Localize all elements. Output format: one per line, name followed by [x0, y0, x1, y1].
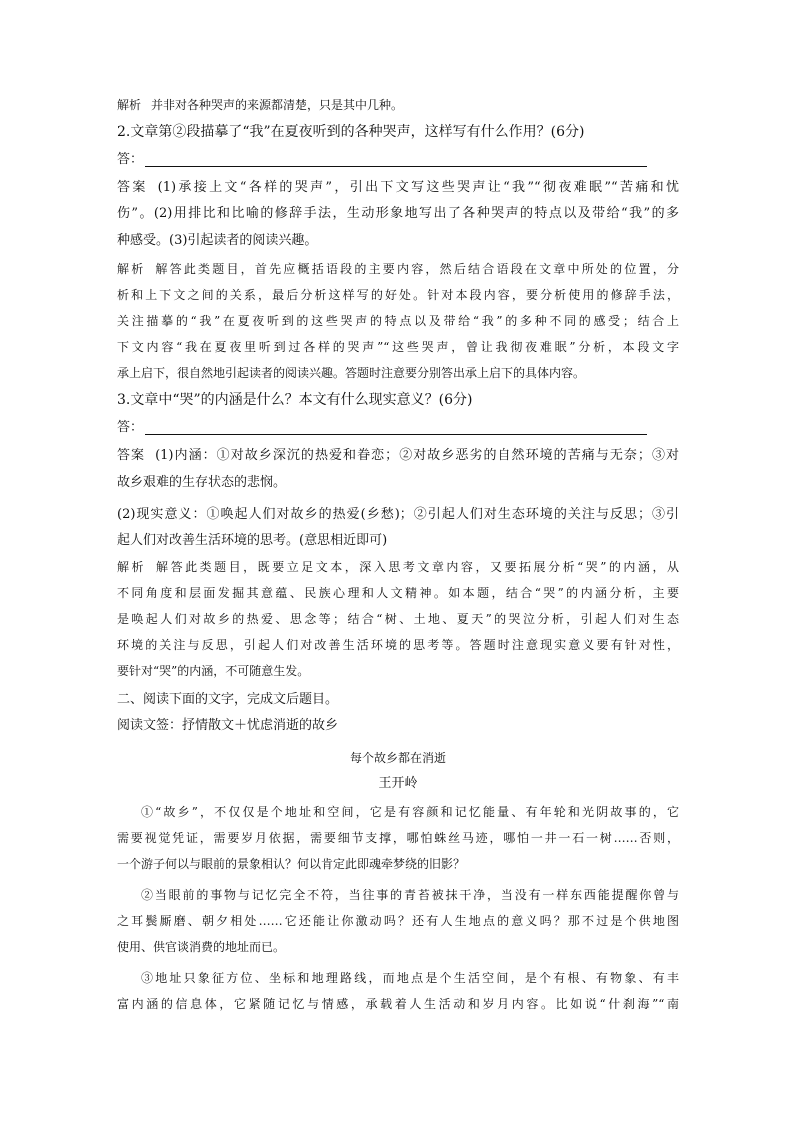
q2-answer-line-3: 种感受。(3)引起读者的阅读兴趣。: [117, 233, 318, 248]
para-2-line-2: 之耳鬓厮磨、朝夕相处……它还能让你激动吗？还有人生地点的意义吗？那不过是个供地图: [117, 914, 679, 928]
q2-analysis-line-1: 解析 解答此类题目，首先应概括语段的主要内容，然后结合语段在文章中所处的位置，分: [117, 262, 679, 276]
q3-answer-line-1: 答案 (1)内涵：①对故乡深沉的热爱和眷恋；②对故乡恶劣的自然环境的苦痛与无奈；③对: [117, 448, 679, 463]
q1-analysis: [117, 96, 403, 113]
answer-blank-line[interactable]: [145, 152, 647, 167]
analysis-text: 并非对各种哭声的来源都清楚，只是其中几种。: [151, 98, 404, 112]
para-2-line-1: ②当眼前的事物与记忆完全不符，当往事的青苔被抹干净，当没有一样东西能提醒你曾与: [141, 888, 679, 902]
q3-answer-field: [117, 416, 647, 435]
answer-tag: 答案: [117, 180, 148, 195]
para-1-line-3: 一个游子何以与眼前的景象相认？何以肯定此即魂牵梦绕的旧影？: [117, 857, 466, 871]
answer-blank-line[interactable]: [145, 420, 647, 435]
q3-answer-line-4: 起人们对改善生活环境的思考。(意思相近即可): [117, 533, 388, 548]
q2-analysis-line-3: 关注描摹的“我”在夏夜听到的这些哭声的特点以及带给“我”的多种不同的感受；结合上: [117, 314, 679, 328]
q2-answer-line-1: 答案 (1)承接上文“各样的哭声”，引出下文写这些哭声让“我”“彻夜难眠”“苦痛和忧: [117, 180, 679, 195]
analysis-tag: 解析: [117, 262, 146, 276]
para-2-line-3: 使用、供官谈消费的地址而已。: [117, 940, 286, 954]
q2-answer-line-2: 伤”。(2)用排比和比喻的修辞手法，生动形象地写出了各种哭声的特点以及带给“我”的多: [117, 206, 679, 221]
q2-question: 2.文章第②段描摹了“我”在夏夜听到的各种哭声，这样写有什么作用？(6分): [117, 124, 585, 140]
section2-heading: 二、阅读下面的文字，完成文后题目。: [117, 692, 339, 707]
q3-analysis-line-5: 要针对“哭”的内涵，不可随意生发。: [117, 664, 310, 678]
article-title: 每个故乡都在消逝: [349, 751, 446, 765]
para-3-line-1: ③地址只象征方位、坐标和地理路线，而地点是个生活空间，是个有根、有物象、有丰: [141, 971, 679, 985]
q2-analysis-line-4: 下文内容“我在夏夜里听到过各样的哭声”“这些哭声，曾让我彻夜难眠”分析，本段文字: [117, 340, 679, 354]
analysis-tag: 解析: [117, 560, 147, 574]
q3-answer-line-3: (2)现实意义：①唤起人们对故乡的热爱(乡愁)；②引起人们对生态环境的关注与反思；③引: [117, 507, 679, 522]
answer-prompt: 答：: [117, 420, 144, 435]
article-author: 王开岭: [378, 776, 418, 791]
q3-analysis-line-1: 解析 解答此类题目，既要立足文本，深入思考文章内容，又要拓展分析“哭”的内涵，从: [117, 560, 679, 574]
analysis-tag: 解析: [117, 98, 142, 112]
q3-question: 3.文章中“哭”的内涵是什么？本文有什么现实意义？(6分): [117, 392, 473, 408]
para-1-line-1: ①“故乡”，不仅仅是个地址和空间，它是有容颜和记忆能量、有年轮和光阴故事的，它: [141, 805, 679, 819]
q3-analysis-line-2: 不同角度和层面发掘其意蕴、民族心理和人文精神。如本题，结合“哭”的内涵分析，主要: [117, 586, 679, 600]
q3-analysis-line-3: 是唤起人们对故乡的热爱、思念等；结合“树、土地、夏天”的哭泣分析，引起人们对生态: [117, 612, 679, 626]
reading-tag: 阅读文签：抒情散文＋忧虑消逝的故乡: [117, 718, 339, 733]
q2-analysis-line-2: 析和上下文之间的关系，最后分析这样写的好处。针对本段内容，要分析使用的修辞手法，: [117, 288, 679, 302]
answer-tag: 答案: [117, 448, 146, 463]
answer-prompt: 答：: [117, 152, 144, 167]
q2-answer-field: [117, 148, 647, 167]
para-1-line-2: 需要视觉凭证，需要岁月依据，需要细节支撑，哪怕蛛丝马迹，哪怕一井一石一树……否则，: [117, 831, 679, 845]
q3-answer-line-2: 故乡艰难的生存状态的悲悯。: [117, 475, 287, 490]
q2-analysis-line-5: 承上启下，很自然地引起读者的阅读兴趣。答题时注意要分别答出承上启下的具体内容。: [117, 366, 586, 380]
para-3-line-2: 富内涵的信息体，它紧随记忆与情感，承载着人生活动和岁月内容。比如说“什刹海”“南: [117, 997, 679, 1011]
q3-analysis-line-4: 环境的关注与反思，引起人们对改善生活环境的思考等。答题时注意现实意义要有针对性，: [117, 638, 679, 652]
